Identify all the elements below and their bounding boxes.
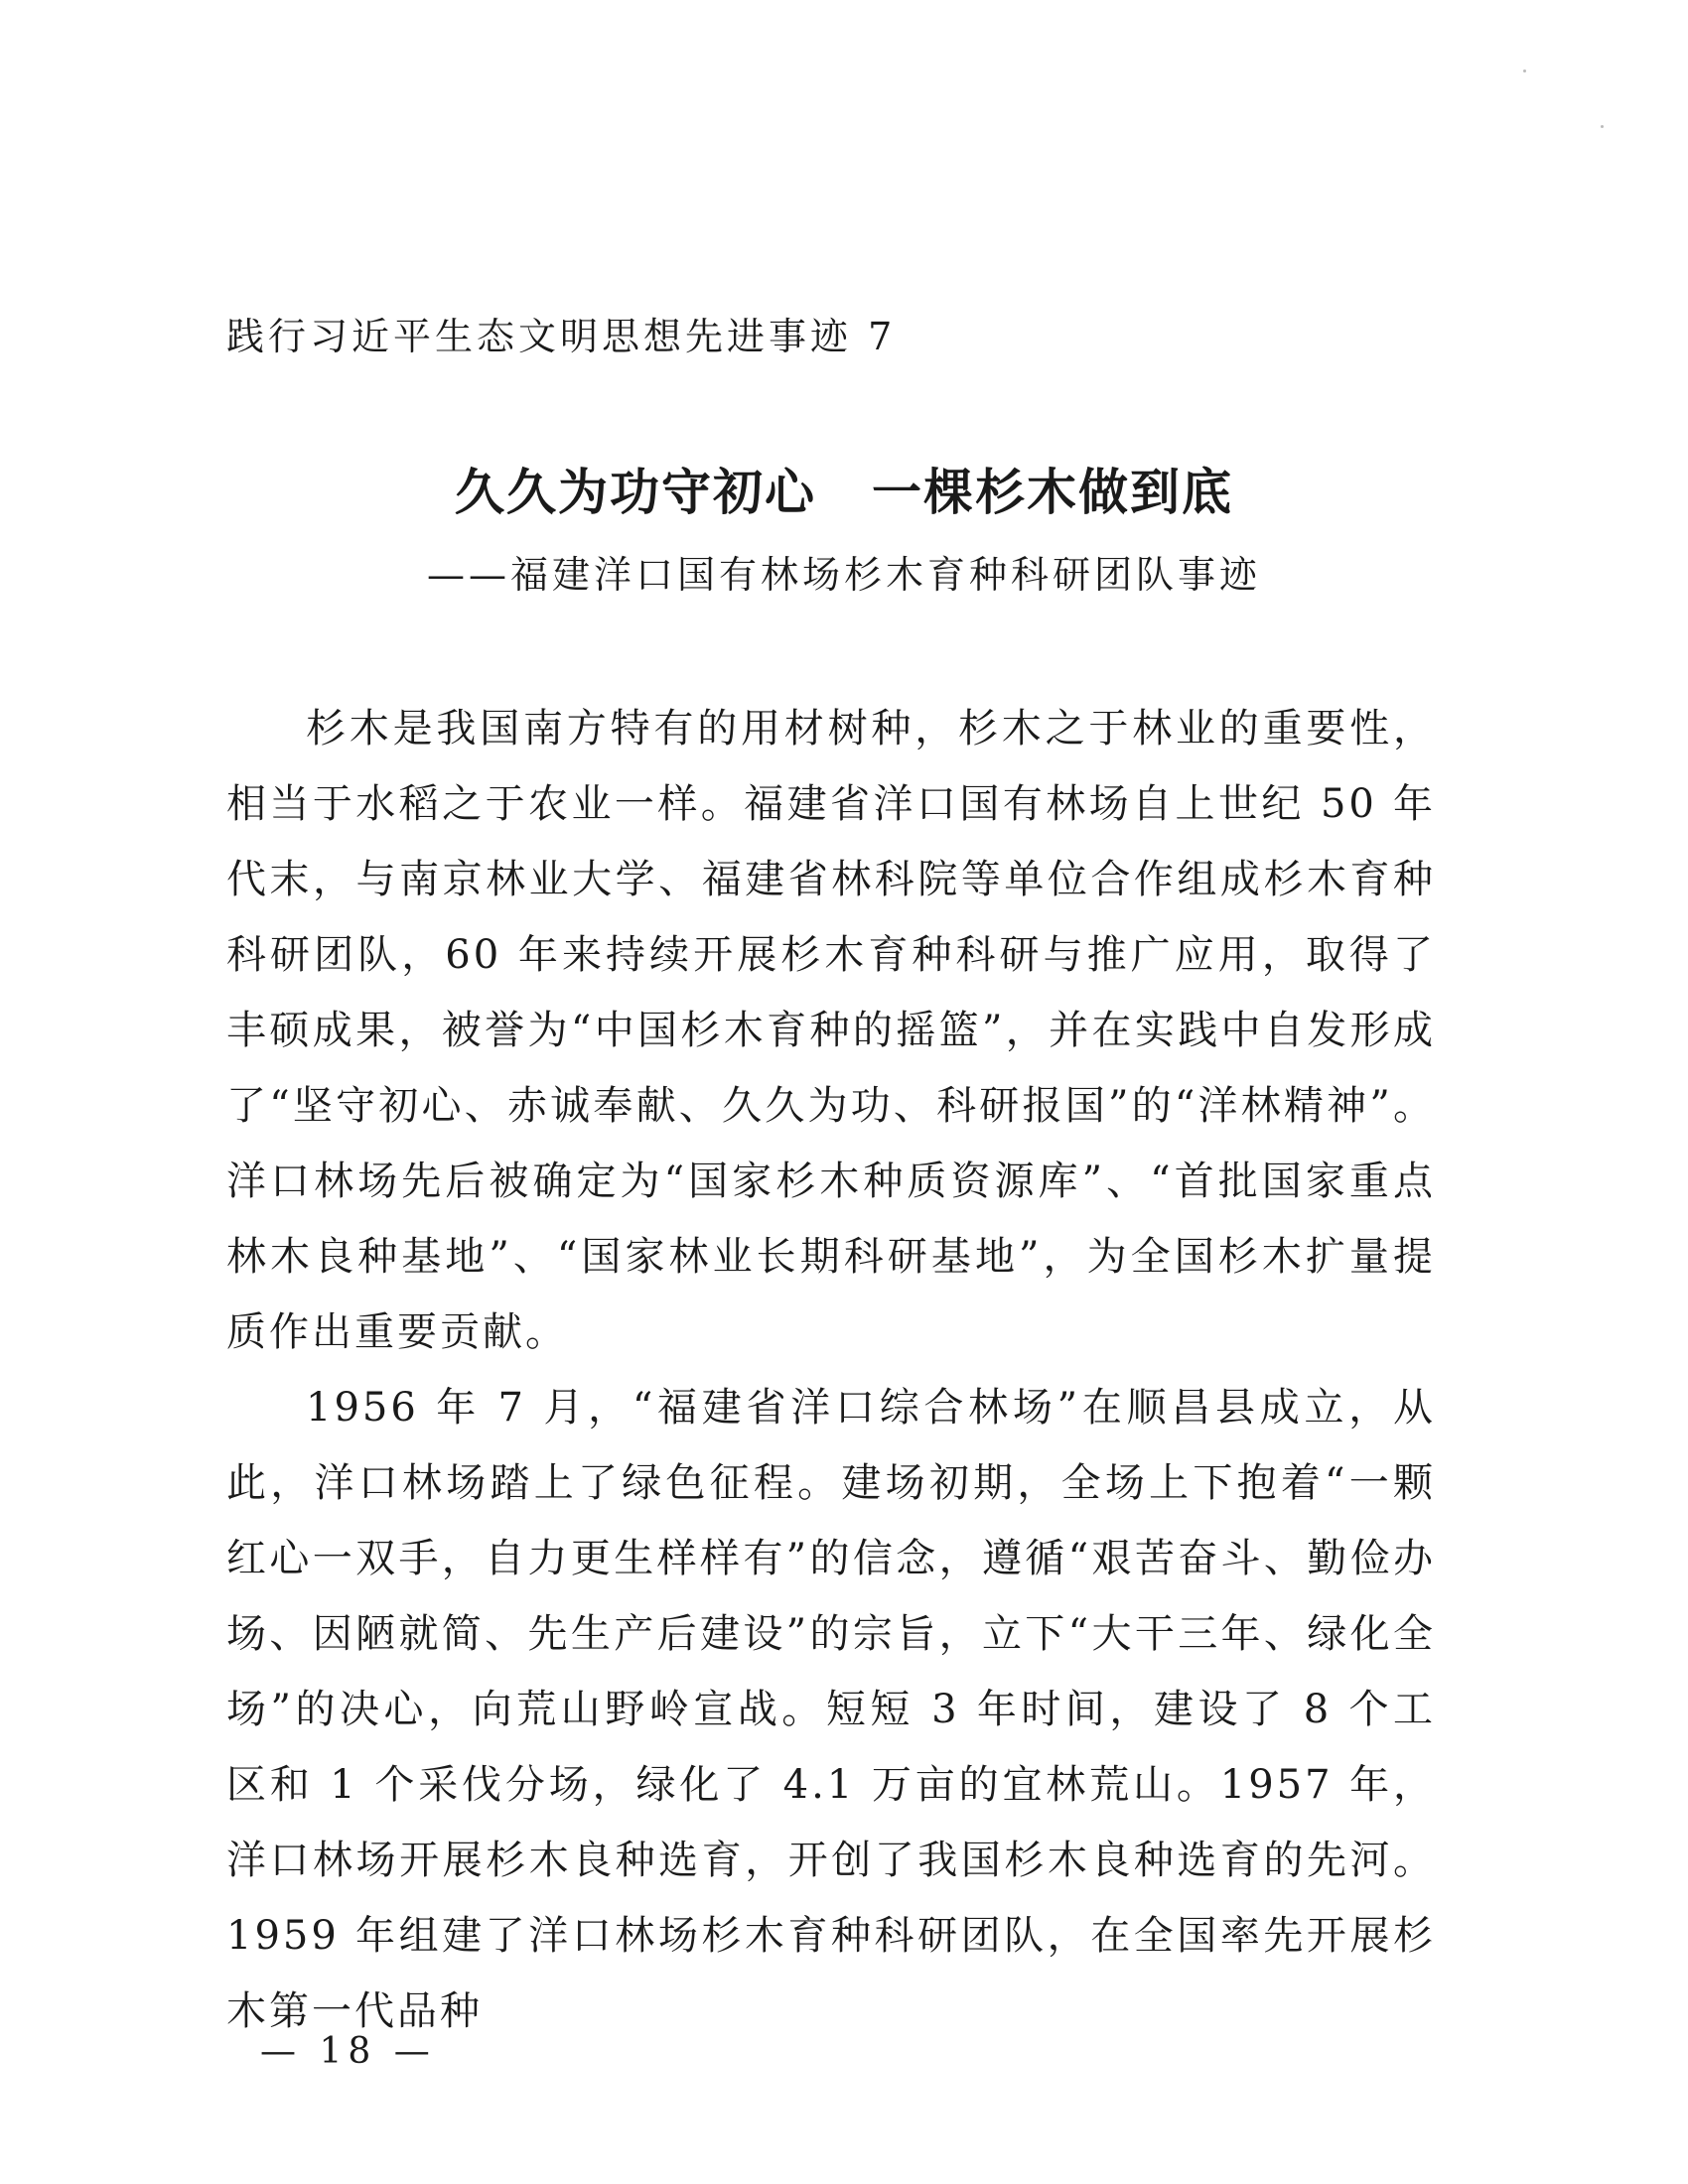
series-label: 践行习近平生态文明思想先进事迹 7 bbox=[226, 315, 897, 358]
page-subtitle: ——福建洋口国有林场杉木育种科研团队事迹 bbox=[426, 553, 1261, 597]
paragraph: 杉木是我国南方特有的用材树种，杉木之于林业的重要性，相当于水稻之于农业一样。福建省洋口国有林场自上世纪 50 年代末，与南京林业大学、福建省林科院等单位合作组成杉木育种科研团队，60 年来持续开展杉木育种科研与推广应用，取得了丰硕成果，被誉为“中国杉木育种的摇篮”，并在实践中自发形成了“坚守初心、赤诚奉献、久久为功、科研报国”的“洋林精神”。洋口林场先后被确定为“国家杉木种质资源库”、“首批国家重点林木良种基地”、“国家林业长期科研基地”，为全国杉木扩量提质作出重要贡献。 bbox=[226, 706, 1436, 1355]
title-part-2: 一棵杉木做到底 bbox=[872, 463, 1233, 521]
scan-speck bbox=[1523, 69, 1526, 72]
scan-speck bbox=[1601, 125, 1604, 128]
page-number: — 18 — bbox=[260, 2031, 436, 2072]
paragraph: 1956 年 7 月，“福建省洋口综合林场”在顺昌县成立，从此，洋口林场踏上了绿色征程。建场初期，全场上下抱着“一颗红心一双手，自力更生样样有”的信念，遵循“艰苦奋斗、勤俭办场、因陋就简、先生产后建设”的宗旨，立下“大干三年、绿化全场”的决心，向荒山野岭宣战。短短 3 年时间，建设了 8 个工区和 1 个采伐分场，绿化了 4.1 万亩的宜林荒山。1957 年，洋口林场开展杉木良种选育，开创了我国杉木良种选育的先河。1959 年组建了洋口林场杉木育种科研团队，在全国率先开展杉木第一代品种 bbox=[226, 1385, 1436, 2034]
page-title bbox=[0, 453, 1688, 524]
title-part-1: 久久为功守初心 bbox=[455, 463, 816, 521]
article-body bbox=[226, 691, 1436, 2049]
